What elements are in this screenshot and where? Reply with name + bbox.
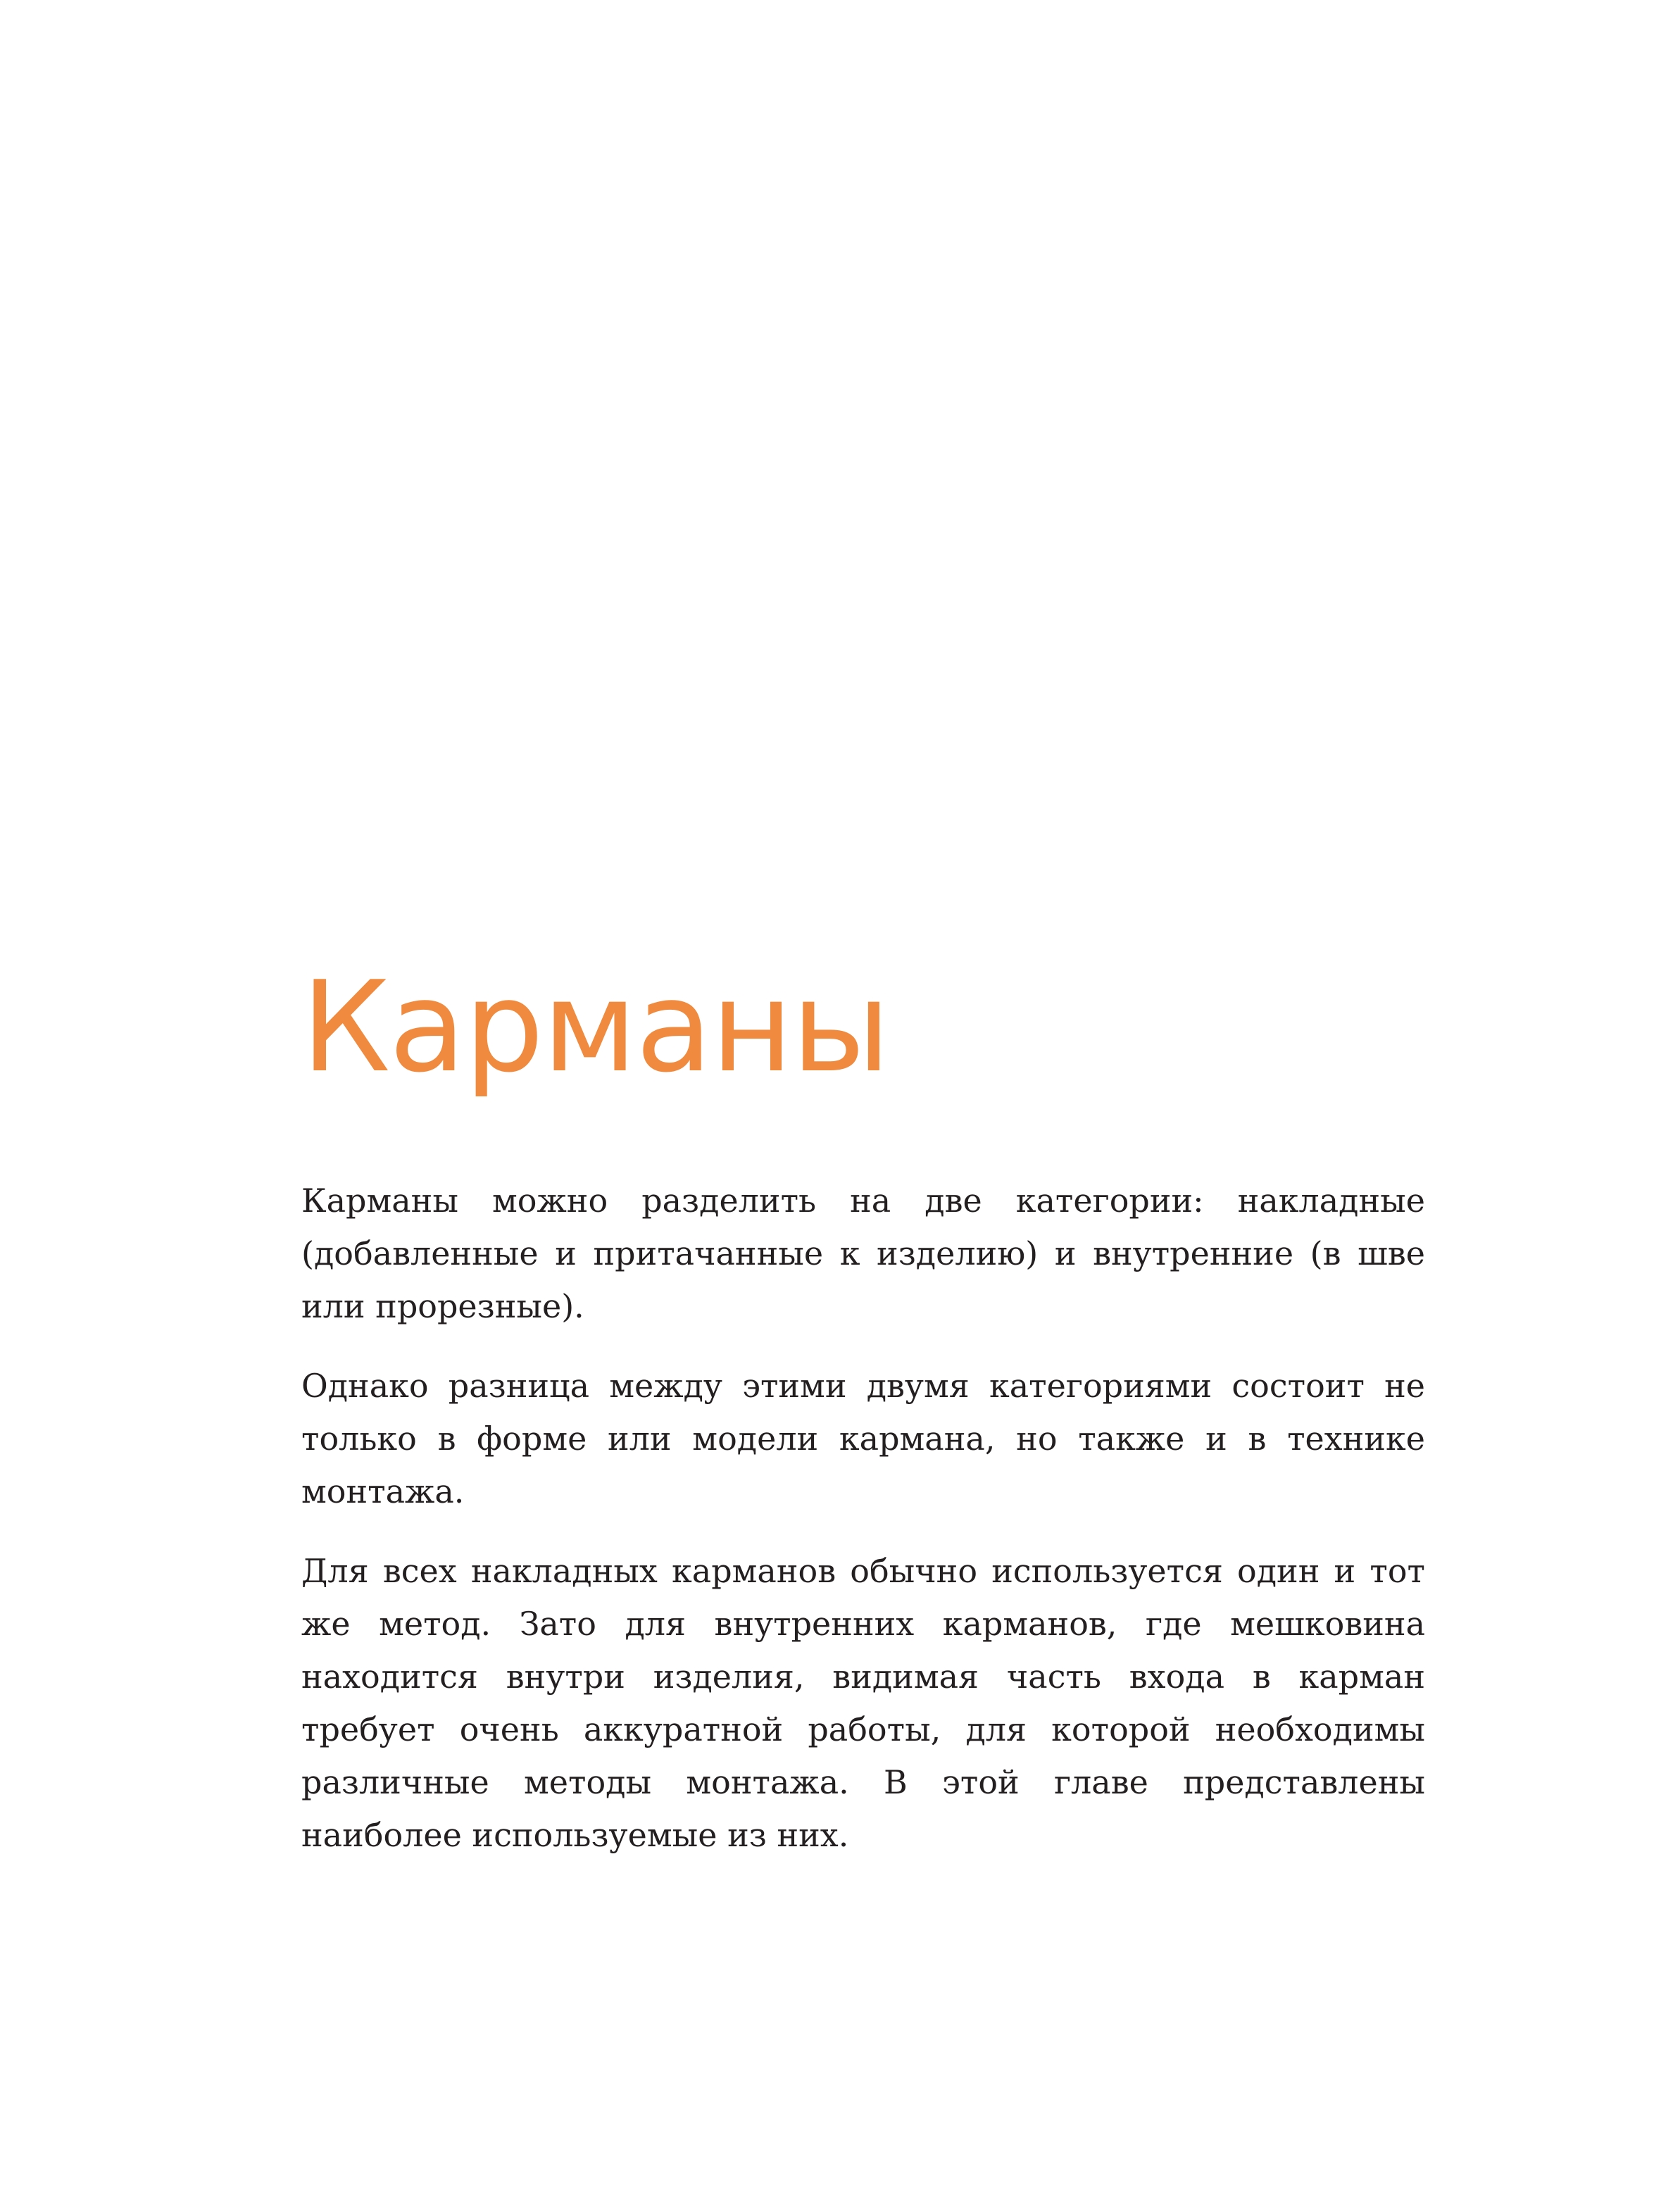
- paragraph-difference: Однако разница между этими двумя категориями состоит не только в форме или модели кармана, но также и в технике монтажа.: [301, 1367, 1425, 1510]
- paragraph-categories: Карманы можно разделить на две категории: накладные (добавленные и притачанные к изделию) и внутренние (в шве или прорезные).: [301, 1182, 1425, 1325]
- chapter-title: Карманы: [301, 954, 889, 1100]
- paragraph-methods: Для всех накладных карманов обычно используется один и тот же метод. Зато для внутренних карманов, где мешковина находится внутри изделия, видимая часть входа в карман требует очень аккуратной работы, для которой необходимы различные методы монтажа. В этой главе представлены наиболее используемые из них.: [301, 1552, 1425, 1854]
- chapter-section: [301, 954, 1425, 1889]
- chapter-body: [301, 1175, 1425, 1862]
